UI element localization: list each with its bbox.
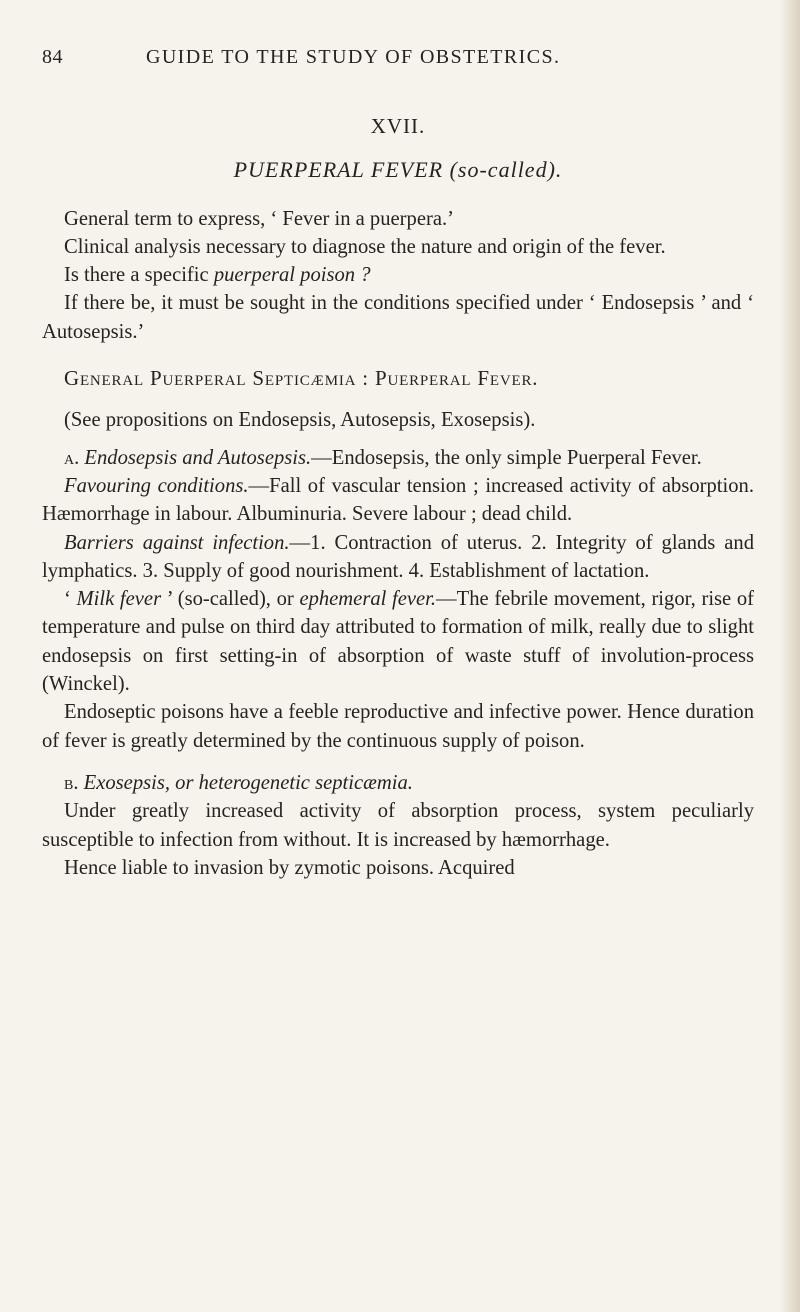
running-head: GUIDE TO THE STUDY OF OBSTETRICS. [146, 46, 561, 68]
chapter-title: PUERPERAL FEVER (so-called). [233, 157, 563, 183]
paragraph-clinical-analysis: Clinical analysis necessary to diagnose the nature and origin of the fever. [64, 235, 666, 258]
question-text: Is there a specific [64, 264, 214, 287]
paragraph-barriers [42, 529, 754, 586]
section-heading: General Puerperal Septicæmia : Puerperal Fever. [64, 366, 539, 391]
favouring-text: —Fall of vascular tension ; increased activity of absorption. Hæmorrhage in labour. Albuminuria. Severe labour ; dead child. [42, 474, 754, 526]
section-b-heading: Exosepsis, or heterogenetic septicæmia. [83, 771, 413, 794]
page-edge-shadow [780, 0, 800, 1312]
section-b-label: b. [64, 771, 79, 794]
chapter-number: XVII. [370, 114, 426, 138]
paragraph-favouring-conditions [42, 472, 754, 529]
section-a-text: —Endosepsis, the only simple Puerperal Fever. [311, 446, 702, 469]
question-emphasis: puerperal poison ? [213, 264, 371, 287]
page-number: 84 [42, 46, 63, 68]
section-a-label: a. [64, 446, 80, 469]
paragraph-see-propositions: (See propositions on Endosepsis, Autosepsis, Exosepsis). [64, 409, 536, 432]
paragraph-absorption: Under greatly increased activity of absorption process, system peculiarly susceptible to infection from without. It is increased by hæmorrhage. [42, 800, 754, 851]
page-body [42, 112, 754, 882]
section-a-heading: Endosepsis and Autosepsis. [84, 446, 312, 469]
paragraph-definition: General term to express, ‘ Fever in a puerpera.’ [64, 207, 454, 230]
paragraph-zymotic: Hence liable to invasion by zymotic poisons. Acquired [64, 856, 515, 879]
paragraph-question [42, 261, 754, 289]
barriers-text: —1. Contraction of uterus. 2. Integrity of glands and lymphatics. 3. Supply of good nourishment. 4. Establishment of lactation. [42, 531, 754, 582]
paragraph-section-a [42, 444, 754, 472]
paragraph-section-b [42, 769, 754, 797]
paragraph-conditions: If there be, it must be sought in the conditions specified under ‘ Endosepsis ’ and ‘ Autosepsis.’ [42, 292, 754, 343]
milk-fever-mid: (so-called), or [172, 588, 300, 611]
paragraph-endoseptic-poisons: Endoseptic poisons have a feeble reproductive and infective power. Hence duration of fever is greatly determined by the continuous supply of poison. [42, 701, 754, 752]
ephemeral-fever-heading: ephemeral fever. [299, 588, 437, 611]
barriers-heading: Barriers against infection. [64, 531, 290, 554]
milk-fever-text: —The febrile movement, rigor, rise of temperature and pulse on third day attributed to formation of milk, really due to slight endosepsis on first setting-in of absorption of waste stuff of involution-process (Winckel). [42, 588, 755, 696]
milk-fever-heading: Milk fever [76, 588, 162, 611]
paragraph-milk-fever: ‘ Milk fever ’ (so-called), or ephemeral fever.—The febrile movement, rigor, rise of temperature and pulse on third day attributed to formation of milk, really due to slight endosepsis on first setting-in of absorption of waste stuff of involution-process (Winckel). [42, 588, 755, 696]
favouring-heading: Favouring conditions. [64, 474, 249, 497]
